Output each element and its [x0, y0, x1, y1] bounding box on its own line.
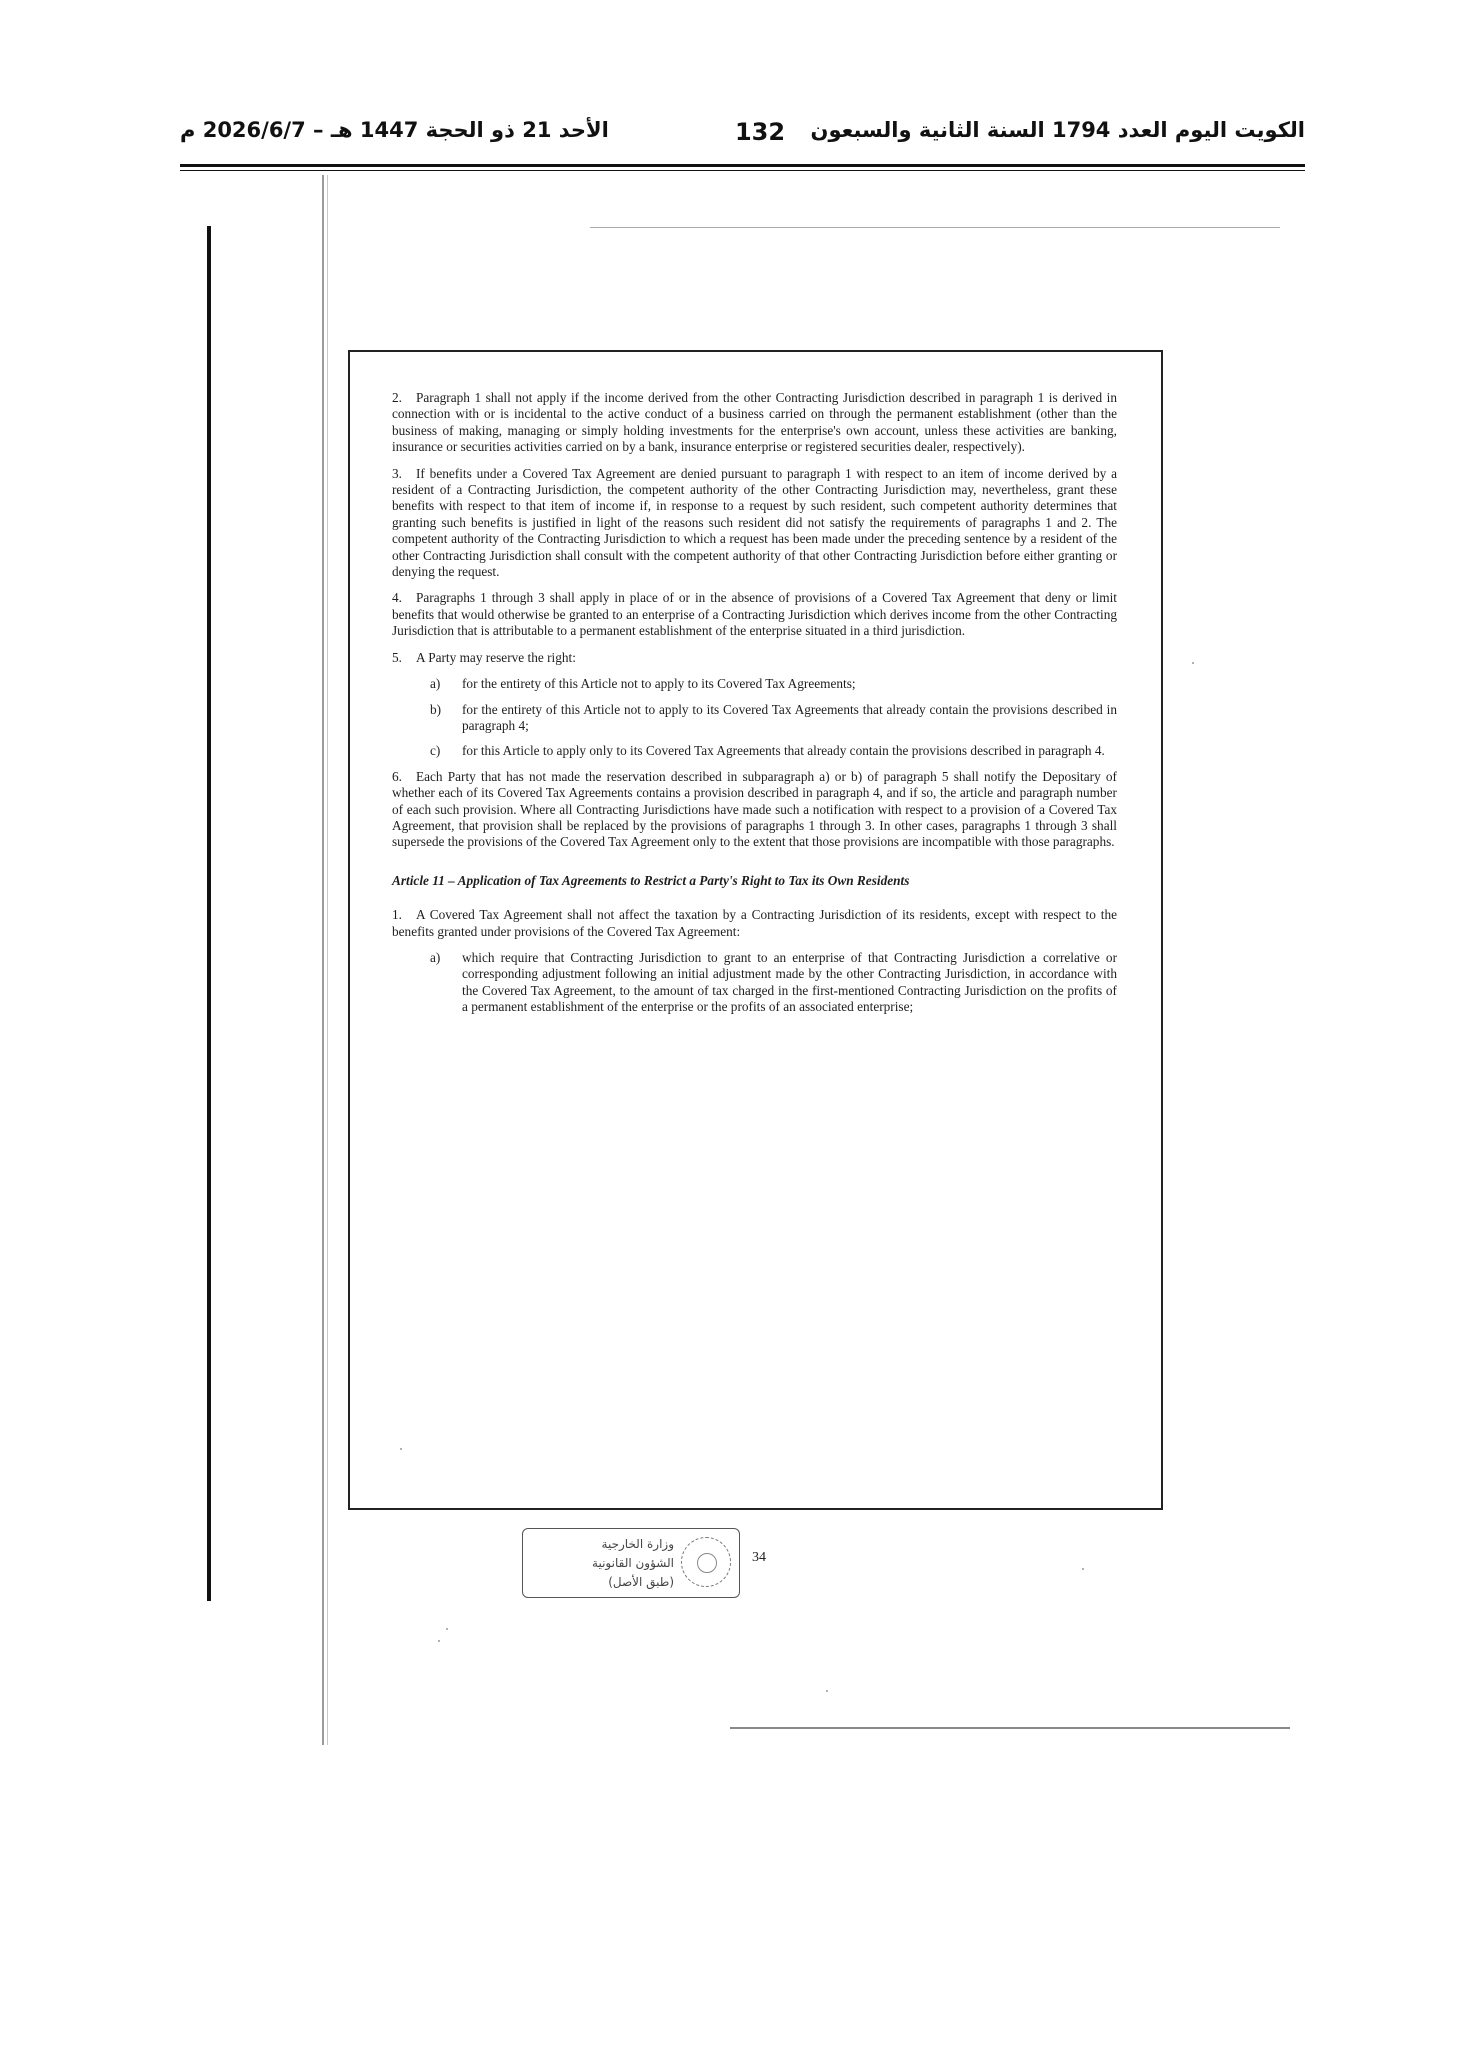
official-seal	[522, 1528, 740, 1598]
list-item: a) for the entirety of this Article not to apply to its Covered Tax Agreements;	[430, 676, 856, 692]
header-page-number: 132	[734, 118, 786, 146]
list-item: a) which require that Contracting Jurisdiction to grant to an enterprise of that Contracting Jurisdiction a correlative or corresponding adjustment following an initial adjustment made by the other Contracting Jurisdiction, in accordance with the Covered Tax Agreement, to the amount of tax charged in the first-mentioned Contracting Jurisdiction on the profits of a permanent establishment of the enterprise or the profits of an associated enterprise;	[430, 949, 1117, 1015]
scan-speck	[446, 1628, 448, 1630]
paragraph-2: 2. Paragraph 1 shall not apply if the income derived from the other Contracting Jurisdiction described in paragraph 1 is derived in connection with or is incidental to the active conduct of a business carried on through the permanent establishment (other than the business of making, managing or simply holding investments for the enterprise's own account, unless these activities are banking, insurance or securities activities carried on by a bank, insurance enterprise or registered securities dealer, respectively).	[392, 390, 1117, 455]
article-11-paragraph-1: 1. A Covered Tax Agreement shall not affect the taxation by a Contracting Jurisdiction of its residents, except with respect to the benefits granted under provisions of the Covered Tax Agreement:	[392, 907, 1117, 939]
scan-edge-line	[322, 175, 324, 1745]
scan-speck	[1082, 1568, 1084, 1570]
header-issue: الكويت اليوم العدد 1794 السنة الثانية والسبعون	[810, 118, 1305, 142]
scan-top-line	[590, 227, 1280, 228]
scan-margin-bar	[207, 226, 211, 1601]
scan-speck	[438, 1640, 440, 1642]
list-item: b) for the entirety of this Article not to apply to its Covered Tax Agreements that already contain the provisions described in paragraph 4;	[430, 701, 1117, 733]
scan-edge-line	[327, 175, 328, 1745]
scan-speck	[1192, 662, 1194, 664]
list-item: c) for this Article to apply only to its Covered Tax Agreements that already contain the provisions described in paragraph 4.	[430, 743, 1105, 759]
header-date: الأحد 21 ذو الحجة 1447 هـ – 2026/6/7 م	[180, 118, 609, 142]
paragraph-5: 5. A Party may reserve the right:	[392, 649, 576, 665]
article-heading: Article 11 – Application of Tax Agreements to Restrict a Party's Right to Tax its Own Residents	[392, 872, 910, 888]
header-rule-thick	[180, 164, 1305, 167]
scan-speck	[826, 1690, 828, 1692]
document-body	[392, 390, 1117, 1025]
gazette-header	[180, 118, 1305, 158]
paragraph-6: 6. Each Party that has not made the reservation described in subparagraph a) or b) of paragraph 5 shall notify the Depositary of whether each of its Covered Tax Agreements contains a provision described in paragraph 4, and if so, the article and paragraph number of each such provision. Where all Contracting Jurisdictions have made such a notification with respect to a provision of a Covered Tax Agreement, that provision shall be replaced by the provisions of paragraphs 1 through 3. In other cases, paragraphs 1 through 3 shall supersede the provisions of the Covered Tax Agreement only to the extent that those provisions are incompatible with those paragraphs.	[392, 768, 1117, 850]
seal-text: وزارة الخارجية الشؤون القانونية (طبق الأصل)	[592, 1537, 674, 1589]
header-rule-thin	[180, 170, 1305, 171]
document-page-number: 34	[752, 1550, 766, 1565]
seal-emblem-icon	[681, 1537, 731, 1587]
paragraph-3: 3. If benefits under a Covered Tax Agreement are denied pursuant to paragraph 1 with respect to an item of income derived by a resident of a Contracting Jurisdiction, the competent authority of the other Contracting Jurisdiction may, nevertheless, grant these benefits with respect to that item of income if, in response to a request by such resident, such competent authority determines that granting such benefits is justified in light of the reasons such resident did not satisfy the requirements of paragraphs 1 and 2. The competent authority of the Contracting Jurisdiction to which a request has been made under the preceding sentence by a resident of the other Contracting Jurisdiction shall consult with the competent authority of that other Contracting Jurisdiction before either granting or denying the request.	[392, 465, 1117, 580]
paragraph-4: 4. Paragraphs 1 through 3 shall apply in place of or in the absence of provisions of a Covered Tax Agreement that deny or limit benefits that would otherwise be granted to an enterprise of a Contracting Jurisdiction which derives income from the other Contracting Jurisdiction that is attributable to a permanent establishment of the enterprise situated in a third jurisdiction.	[392, 590, 1117, 639]
scan-bottom-line	[730, 1727, 1290, 1729]
